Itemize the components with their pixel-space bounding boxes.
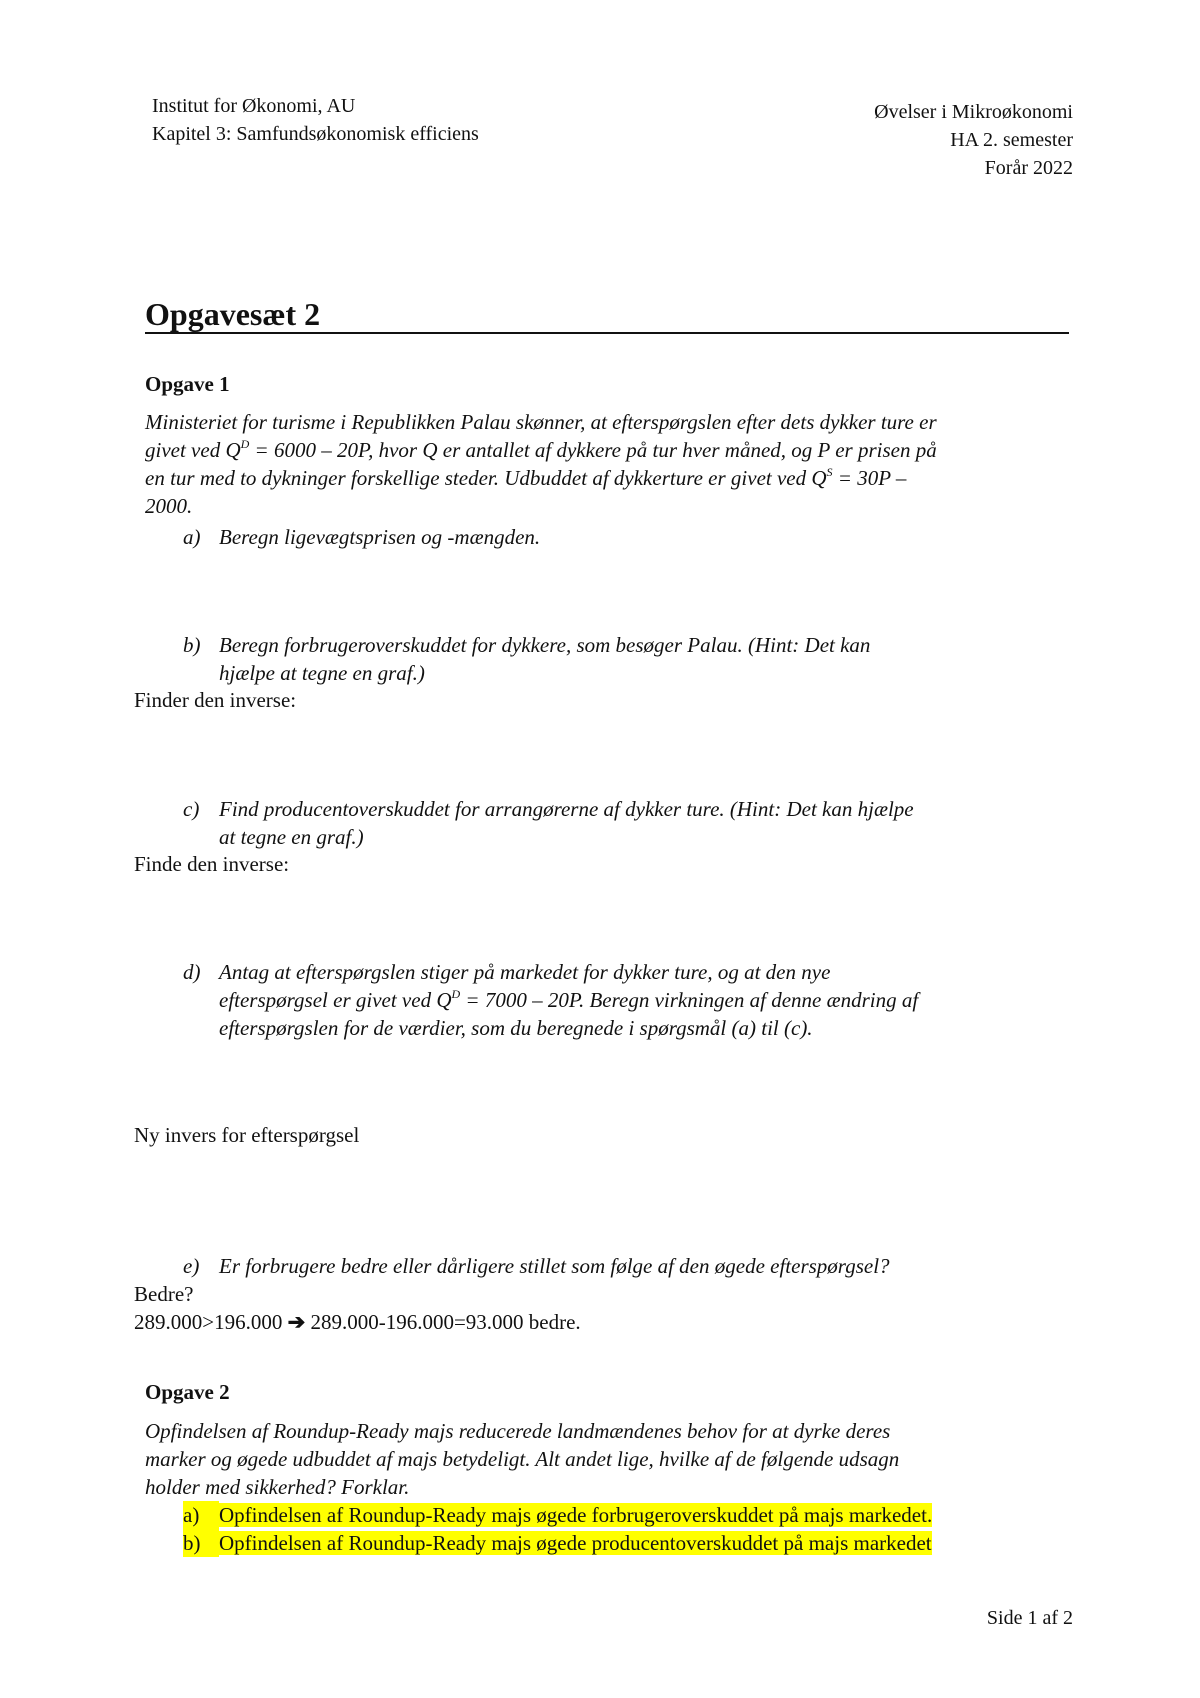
question-text: Er forbrugere bedre eller dårligere stillet som følge af den øgede efterspørgsel? bbox=[219, 1254, 890, 1278]
answer-line: 289.000>196.000 ➔ 289.000-196.000=93.000 bedre. bbox=[134, 1310, 581, 1334]
institute-name: Institut for Økonomi, AU bbox=[152, 95, 356, 117]
question-label: a) bbox=[183, 525, 201, 549]
task1-question-d bbox=[183, 958, 1053, 1042]
task1-intro bbox=[145, 408, 1075, 520]
task1-intro-line: en tur med to dykninger forskellige steder. Udbuddet af dykkerture er givet ved $Q^S = 30P$ – bbox=[145, 465, 907, 490]
task1-question-c bbox=[183, 795, 1053, 851]
task2-intro-line: marker og øgede udbuddet af majs betydeligt. Alt andet lige, hvilke af de følgende udsagn bbox=[145, 1447, 900, 1471]
page-title: Opgavesæt 2 bbox=[145, 296, 321, 332]
task1-answer-b: Finder den inverse: bbox=[134, 688, 297, 712]
task2-intro bbox=[145, 1417, 1075, 1501]
term: Forår 2022 bbox=[984, 157, 1073, 179]
course-name: Øvelser i Mikroøkonomi bbox=[874, 101, 1073, 123]
task2-heading: Opgave 2 bbox=[145, 1380, 230, 1404]
option-text: Opfindelsen af Roundup-Ready majs øgede producentoverskuddet på majs markedet bbox=[219, 1531, 932, 1555]
question-text: Beregn ligevægtsprisen og -mængden. bbox=[219, 525, 541, 549]
semester: HA 2. semester bbox=[950, 129, 1073, 151]
chapter-title: Kapitel 3: Samfundsøkonomisk efficiens bbox=[152, 123, 479, 145]
task1-answer-d: Ny invers for efterspørgsel bbox=[134, 1123, 360, 1147]
task1-intro-line: givet ved $Q^D = 6000 - 20P$, hvor Q er antallet af dykkere på tur hver måned, og P er prisen på bbox=[145, 437, 937, 462]
question-text: Beregn forbrugeroverskuddet for dykkere, som besøger Palau. (Hint: Det kan hjælpe at tegne en graf.) bbox=[219, 633, 871, 685]
option-text: Opfindelsen af Roundup-Ready majs øgede forbrugeroverskuddet på majs markedet. bbox=[219, 1503, 933, 1527]
task1-intro-line: Ministeriet for turisme i Republikken Palau skønner, at efterspørgslen efter dets dykker ture er bbox=[145, 410, 937, 434]
question-label: c) bbox=[183, 797, 200, 821]
task2-option-a bbox=[183, 1501, 1053, 1529]
task1-question-a bbox=[183, 523, 1053, 551]
question-text: Find producentoverskuddet for arrangørerne af dykker ture. (Hint: Det kan hjælpe at tegne en graf.) bbox=[219, 797, 914, 849]
task2-option-b bbox=[183, 1529, 1053, 1557]
header-left bbox=[152, 92, 479, 148]
task2-intro-line: Opfindelsen af Roundup-Ready majs reducerede landmændenes behov for at dyrke deres bbox=[145, 1419, 891, 1443]
option-label: b) bbox=[183, 1529, 219, 1557]
question-label: d) bbox=[183, 960, 201, 984]
task1-heading: Opgave 1 bbox=[145, 372, 230, 396]
page-number: Side 1 af 2 bbox=[986, 1607, 1073, 1629]
header-right bbox=[874, 98, 1073, 182]
task1-question-b bbox=[183, 631, 1053, 687]
option-label: a) bbox=[183, 1501, 219, 1529]
task1-intro-line: 2000. bbox=[145, 494, 193, 518]
task2-intro-line: holder med sikkerhed? Forklar. bbox=[145, 1475, 410, 1499]
answer-line: Bedre? bbox=[134, 1282, 194, 1306]
right-arrow-icon: ➔ bbox=[287, 1310, 306, 1334]
question-label: b) bbox=[183, 633, 201, 657]
task1-answer-e bbox=[134, 1280, 581, 1336]
title-rule bbox=[145, 296, 1069, 334]
task1-answer-c: Finde den inverse: bbox=[134, 852, 290, 876]
question-label: e) bbox=[183, 1254, 200, 1278]
question-text: Antag at efterspørgslen stiger på markedet for dykker ture, og at den nye efterspørgsel er givet ved $Q^D = 7000 - 20P$. Beregn virkningen af denne ændring af efterspørgslen for de værdier, som du beregnede i spørgsmål (a) til (c). bbox=[219, 960, 919, 1040]
task1-question-e bbox=[183, 1252, 1053, 1280]
